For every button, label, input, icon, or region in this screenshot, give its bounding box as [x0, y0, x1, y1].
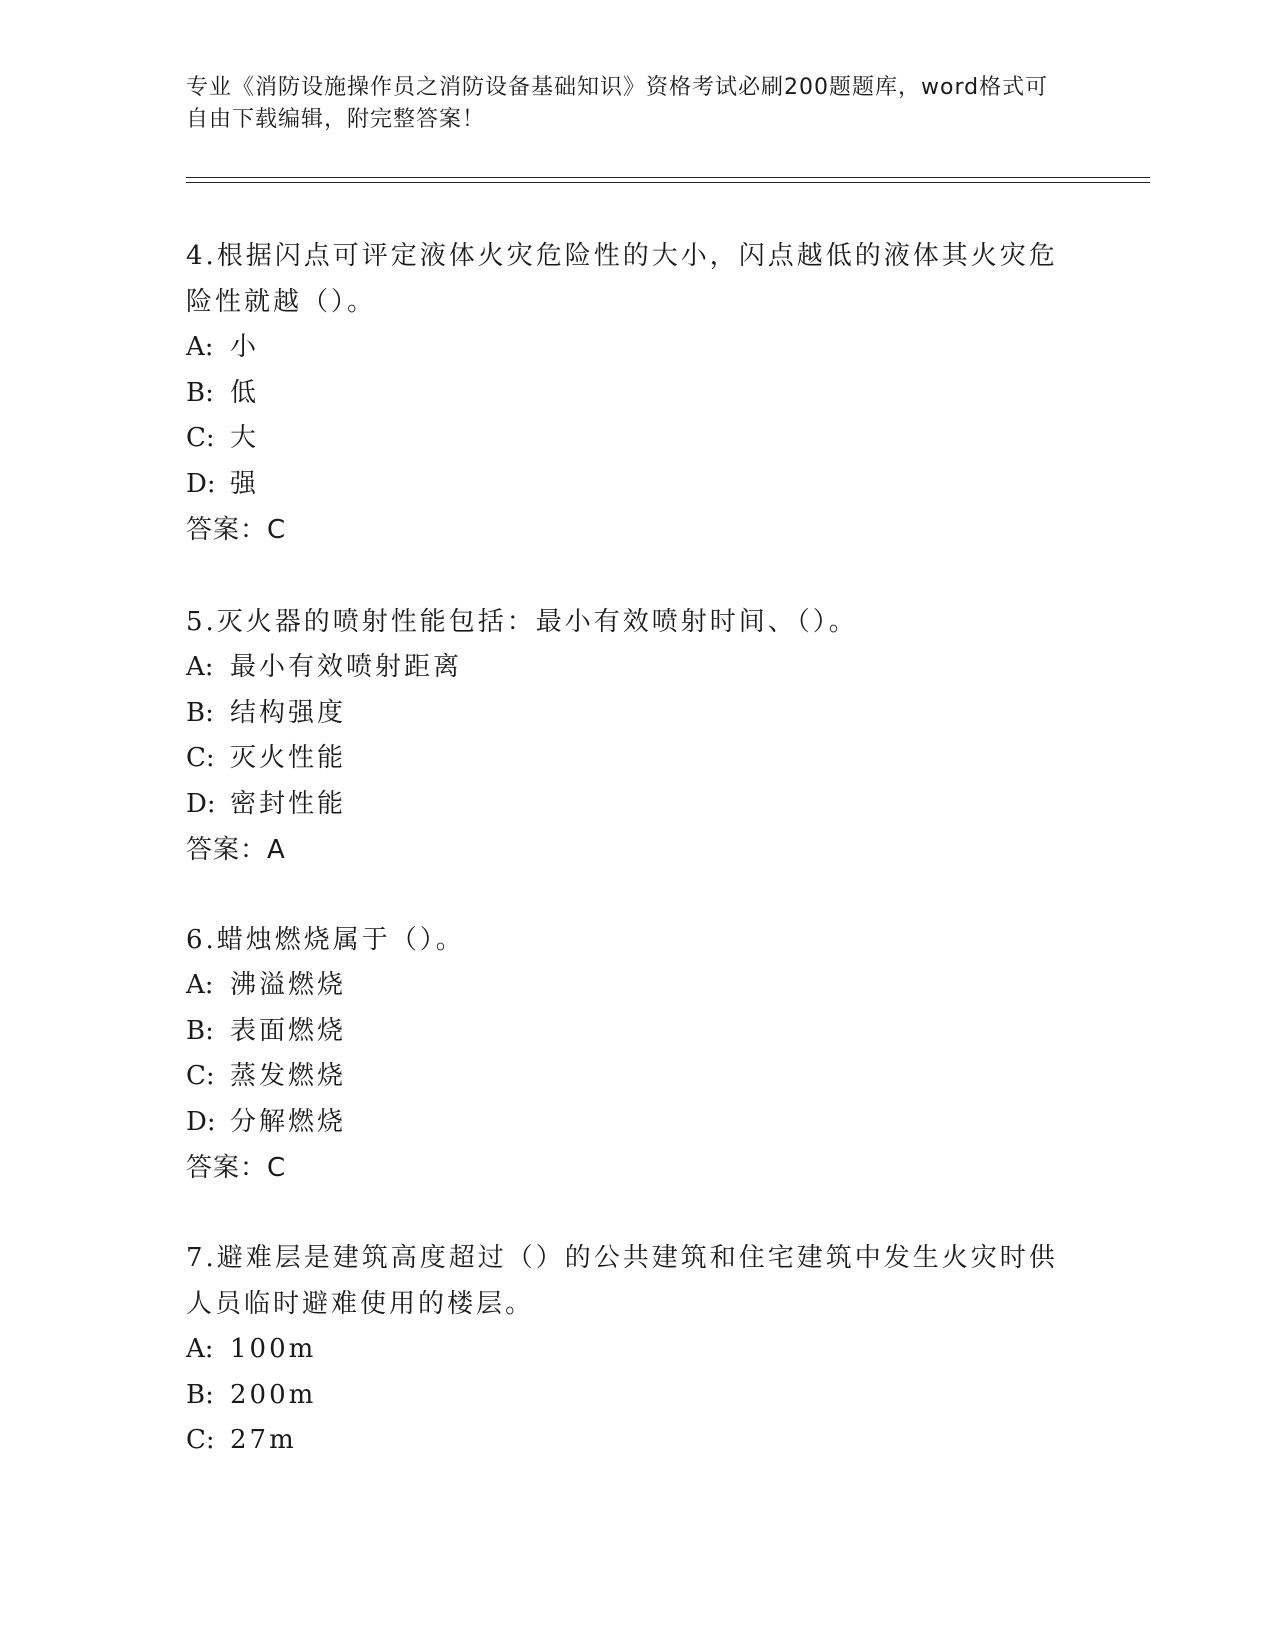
option-letter: B:: [186, 1015, 214, 1046]
option-letter: C:: [186, 423, 215, 453]
question-block: [186, 1235, 1066, 1464]
option-letter: A:: [186, 970, 214, 1000]
answer-option-c: [186, 736, 1066, 782]
answer-option-a: [186, 963, 1066, 1009]
option-text: 低: [230, 377, 260, 408]
document-header-title: 专业《消防设施操作员之消防设备基础知识》资格考试必刷200题题库，word格式可自由下载编辑，附完整答案！: [186, 75, 1049, 132]
answer-option-d: [186, 782, 1066, 828]
option-text: 200m: [230, 1379, 317, 1410]
option-letter: C:: [186, 1425, 215, 1455]
question-block: [186, 599, 1066, 873]
option-letter: A:: [186, 1334, 214, 1364]
option-text: 表面燃烧: [230, 1015, 347, 1046]
option-text: 小: [230, 332, 260, 362]
option-text: 灭火性能: [230, 743, 347, 773]
option-text: 蒸发燃烧: [230, 1061, 347, 1091]
question-stem: 7.避难层是建筑高度超过（）的公共建筑和住宅建筑中发生火灾时供人员临时避难使用的楼层。: [186, 1243, 1058, 1319]
answer-key: 答案：C: [186, 515, 287, 545]
answer-option-a: [186, 1327, 1066, 1373]
option-text: 结构强度: [230, 697, 347, 728]
option-letter: A:: [186, 332, 214, 362]
option-text: 沸溢燃烧: [230, 970, 347, 1000]
answer-option-d: [186, 1100, 1066, 1146]
option-text: 100m: [230, 1334, 317, 1364]
option-text: 最小有效喷射距离: [230, 652, 463, 682]
question-stem: 6.蜡烛燃烧属于（）。: [186, 925, 465, 955]
header-divider-line: [186, 177, 1150, 178]
option-text: 密封性能: [230, 788, 347, 819]
header-divider-line: [186, 182, 1150, 183]
question-block: [186, 233, 1066, 553]
question-stem: 4.根据闪点可评定液体火灾危险性的大小，闪点越低的液体其火灾危险性就越（）。: [186, 241, 1058, 317]
option-text: 大: [230, 423, 260, 453]
option-letter: C:: [186, 743, 215, 773]
answer-option-b: [186, 371, 1066, 417]
option-letter: A:: [186, 652, 214, 682]
answer-option-b: [186, 1373, 1066, 1419]
answer-option-c: [186, 416, 1066, 462]
answer-option-a: [186, 325, 1066, 371]
option-text: 分解燃烧: [230, 1106, 347, 1137]
answer-option-a: [186, 645, 1066, 691]
answer-option-d: [186, 462, 1066, 508]
answer-option-b: [186, 691, 1066, 737]
option-text: 27m: [230, 1425, 297, 1455]
option-letter: B:: [186, 1379, 214, 1410]
option-letter: B:: [186, 697, 214, 728]
question-block: [186, 917, 1066, 1191]
answer-option-c: [186, 1054, 1066, 1100]
answer-key: 答案：A: [186, 835, 286, 865]
option-letter: D:: [186, 1106, 216, 1137]
option-letter: D:: [186, 788, 216, 819]
option-letter: B:: [186, 377, 214, 408]
option-letter: C:: [186, 1061, 215, 1091]
option-letter: D:: [186, 468, 216, 499]
question-stem: 5.灭火器的喷射性能包括：最小有效喷射时间、（）。: [186, 607, 858, 637]
answer-key: 答案：C: [186, 1153, 287, 1183]
option-text: 强: [230, 468, 260, 499]
answer-option-b: [186, 1009, 1066, 1055]
answer-option-c: [186, 1418, 1066, 1464]
